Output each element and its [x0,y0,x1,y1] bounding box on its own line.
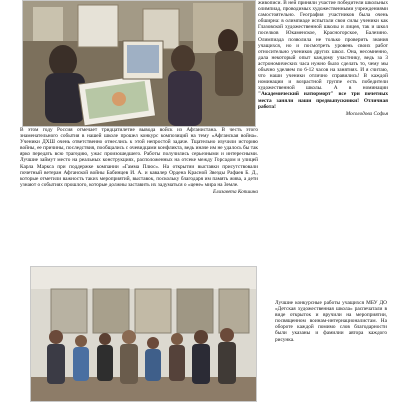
photo-students-painting [22,0,256,127]
article-afghan-body: В этом году Россия отмечает тридцатилетие вывода войск из Афганистана. В честь этого знаменательного события в нашей школе прошел конкурс композиций на тему «Афганская война». Ученики ДХШ очень ответственно отнеслись к этой непростой задаче. Тщательно изучили историю войны, ее причины, последствия, пообщались с очевидцами конфликта, ведь иначе им не удалось бы так ярко передать всю трагедию, ужас произошедшего. Работы получились серьезными и интересными. Лучшие займут место на реальных конструкциях, расположенных на отсеке между Горсадом и улицей Карла Маркса при поддержке компании «Гамма Плюс». На открытии выставки присутствовали почетный ветеран Афганской войны Бабинцев И. А. и кавалер Ордена Красной Звезды Рафаев Б. Д., которые отметили важность таких мероприятий, выставок, поскольку благодаря им память жива, а дети узнают о событиях прошлого, которые должны заставить их задуматься о «цене» мира на Земле. [20,127,258,188]
article-olympiad [258,0,388,117]
article-exhibition-body: Лучшие конкурсные работы учащихся МБУ ДО «Детская художественная школа» распечатали в виде открыток и вручили на мероприятии, посвященном воинам-интернационалистам. На обороте каждой помимо слов благодарности были указаны и фамилии автора каждого рисунка. [275,300,387,343]
article-olympiad-body: живописи. В ней приняли участие победители школьных олимпиад, проводимых художественными учреждениями самостоятельно. География участников была очень обширна: в олимпиаде испытали свои силы ученики как Глазовской художественной школы и лицея, так и школ поселков Юкаменское, Красногорское, Балезино. Олимпиада позволила не только проверить знания учащихся, но и посмотреть уровень своих работ относительно учеников других школ. Она, несомненно, дала некоторый опыт каждому участнику, ведь за 3 астрономических часа нужно было сделать то, чему мы обычно уделяем по 6-12 часов на занятиях. И я считаю, что наши ученики отлично справились! В каждой номинации и возрастной группе есть победители художественной школы. А в номинации [258,0,388,92]
article-exhibition [275,300,387,343]
article-afghan-war [20,127,258,195]
article-afghan-author: Елизавета Копшина [213,188,258,195]
article-olympiad-author: Мосолодова Софья [345,110,388,117]
article-olympiad-highlight: "Академический натюрморт" все три почетных места заняли наши предвыпускники! Отличная работа! [258,91,388,110]
students-painting-illustration [23,1,255,126]
exhibition-group-illustration [31,267,256,401]
photo-exhibition-group [30,266,257,402]
